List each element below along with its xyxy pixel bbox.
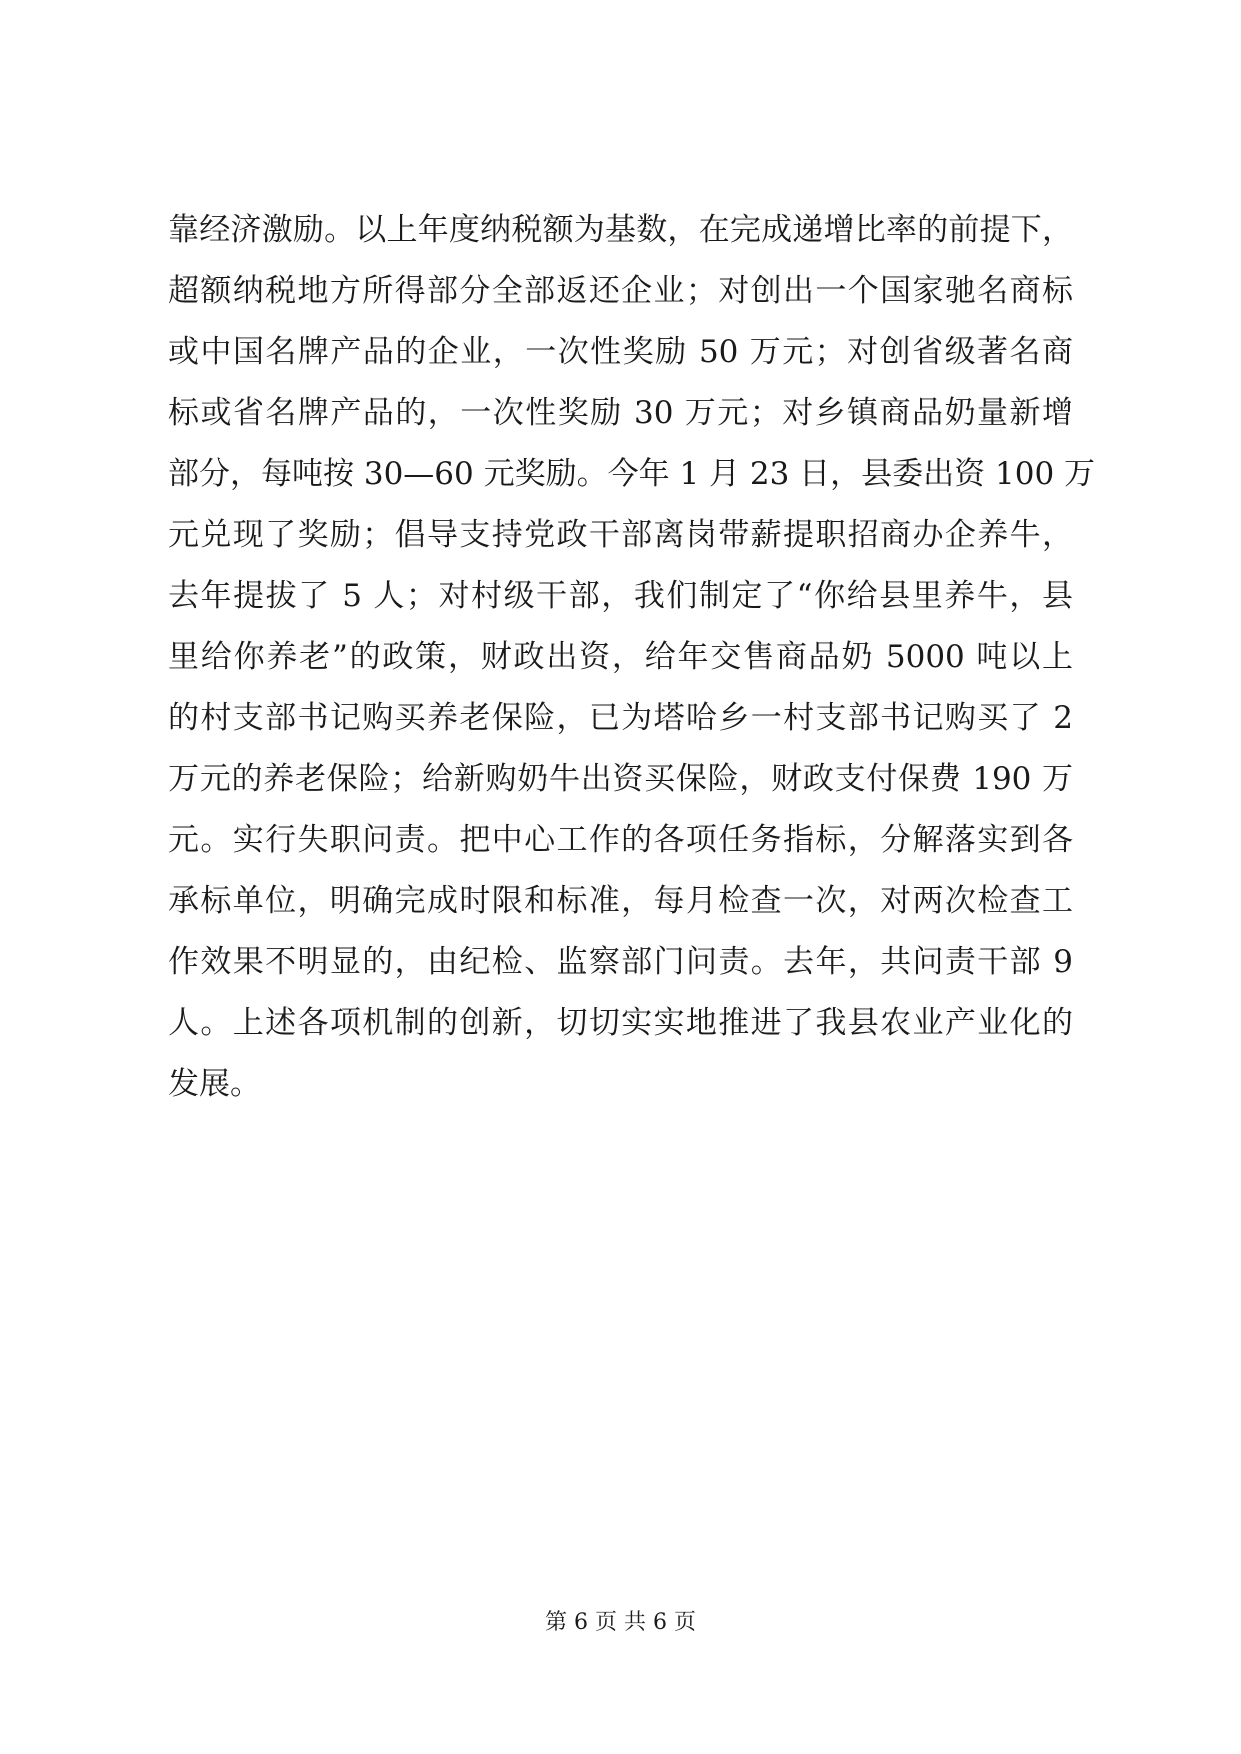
text-line: 人。上述各项机制的创新，切切实实地推进了我县农业产业化的 <box>168 1005 1073 1041</box>
text-line: 作效果不明显的，由纪检、监察部门问责。去年，共问责干部 9 <box>168 944 1073 980</box>
text-line: 的村支部书记购买养老保险，已为塔哈乡一村支部书记购买了 2 <box>168 700 1073 736</box>
text-line: 万元的养老保险；给新购奶牛出资买保险，财政支付保费 190 万 <box>168 761 1073 797</box>
text-line: 超额纳税地方所得部分全部返还企业；对创出一个国家驰名商标 <box>168 273 1073 309</box>
body-paragraph <box>168 200 1096 1115</box>
text-line: 或中国名牌产品的企业，一次性奖励 50 万元；对创省级著名商 <box>168 334 1073 370</box>
text-line: 发展。 <box>168 1066 261 1102</box>
page-number: 第 6 页 共 6 页 <box>545 1610 696 1635</box>
text-line: 去年提拔了 5 人；对村级干部，我们制定了“你给县里养牛，县 <box>168 578 1073 614</box>
page-footer <box>0 1608 1241 1638</box>
text-line: 标或省名牌产品的，一次性奖励 30 万元；对乡镇商品奶量新增 <box>168 395 1073 431</box>
text-line: 部分，每吨按 30—60 元奖励。今年 1 月 23 日，县委出资 100 万 <box>168 456 1096 492</box>
text-line: 元。实行失职问责。把中心工作的各项任务指标，分解落实到各 <box>168 822 1073 858</box>
text-line: 里给你养老”的政策，财政出资，给年交售商品奶 5000 吨以上 <box>168 639 1073 675</box>
text-line: 承标单位，明确完成时限和标准，每月检查一次，对两次检查工 <box>168 883 1073 919</box>
text-line: 元兑现了奖励；倡导支持党政干部离岗带薪提职招商办企养牛， <box>168 517 1073 553</box>
text-line: 靠经济激励。以上年度纳税额为基数，在完成递增比率的前提下， <box>168 212 1073 248</box>
